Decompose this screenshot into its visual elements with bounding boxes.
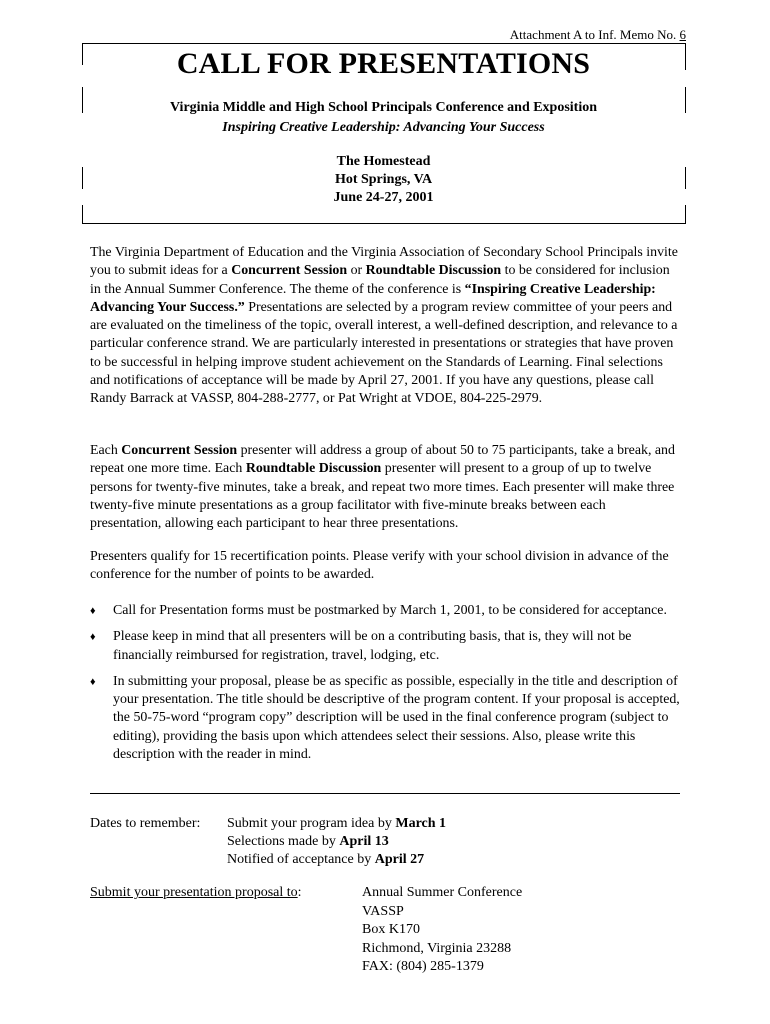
list-item bbox=[90, 628, 688, 665]
date-value: April 27 bbox=[374, 852, 425, 867]
address-line: VASSP bbox=[362, 903, 404, 919]
bold-text: Roundtable Discussion bbox=[245, 461, 382, 477]
diamond-bullet-icon: ♦ bbox=[90, 631, 96, 644]
dates-list bbox=[227, 815, 547, 869]
attachment-reference bbox=[476, 27, 686, 43]
conference-name: Virginia Middle and High School Principals Conference and Exposition bbox=[169, 100, 598, 115]
date-value: April 13 bbox=[339, 834, 389, 849]
text: Each bbox=[90, 443, 122, 458]
date-text: Notified of acceptance by bbox=[227, 852, 375, 867]
box-right-line bbox=[685, 43, 686, 70]
bold-text: Concurrent Session bbox=[121, 443, 238, 458]
recertification-paragraph bbox=[90, 548, 680, 585]
date-text: Submit your program idea by bbox=[227, 816, 396, 831]
address-line: FAX: (804) 285-1379 bbox=[362, 959, 484, 974]
conference-dates: June 24-27, 2001 bbox=[333, 190, 434, 205]
mailing-address bbox=[362, 884, 522, 977]
date-text: Selections made by bbox=[227, 834, 340, 849]
divider bbox=[90, 793, 680, 794]
text: The Virginia Department of Education and the Virginia Association of Secondary School Principals invite you to submit ideas for a bbox=[90, 245, 678, 279]
text: presenter will present to a group of up to twelve persons for twenty-five minutes, take a break, and repeat two more times. Each presenter will make three twenty-five minute presentations as a group facilitator with five-minute breaks between each presentation, allowing each participant to hear three presentations. bbox=[90, 461, 675, 532]
date-item bbox=[227, 833, 547, 851]
address-line: Richmond, Virginia 23288 bbox=[362, 940, 512, 956]
page-title: CALL FOR PRESENTATIONS bbox=[176, 47, 591, 80]
list-item bbox=[90, 673, 688, 764]
bullet-list bbox=[90, 602, 688, 772]
address-line: Box K170 bbox=[362, 922, 420, 937]
bold-text: Concurrent Session bbox=[231, 263, 348, 279]
date-value: March 1 bbox=[395, 816, 447, 831]
address-line: Annual Summer Conference bbox=[362, 885, 523, 900]
text: or bbox=[347, 263, 366, 279]
box-right-line bbox=[685, 205, 686, 224]
bullet-text: Please keep in mind that all presenters will be on a contributing basis, that is, they will not be financially reimbursed for registration, travel, lodging, etc. bbox=[113, 629, 632, 663]
box-right-line bbox=[685, 87, 686, 113]
text: Presentations are selected by a program review committee of your peers and are evaluated on the timeliness of the topic, overall interest, a well-defined description, and relevance to a particular conference strand. We are particularly interested in presentations or strategies that have proven to be successful in helping improve student achievement on the Standards of Learning. Final selections and notifications of acceptance will be made by April 27, 2001. If you have any questions, please call Randy Barrack at VASSP, 804-288-2777, or Pat Wright at VDOE, 804-225-2979. bbox=[90, 299, 678, 407]
box-left-line bbox=[82, 205, 83, 224]
text: to be considered for inclusion in the Annual Summer Conference. The theme of the conference is bbox=[90, 263, 670, 297]
diamond-bullet-icon: ♦ bbox=[90, 675, 96, 688]
submit-label bbox=[90, 884, 302, 903]
location: Hot Springs, VA bbox=[334, 172, 433, 187]
conference-theme: Inspiring Creative Leadership: Advancing Your Success bbox=[222, 120, 545, 135]
session-paragraph bbox=[90, 442, 680, 533]
diamond-bullet-icon: ♦ bbox=[90, 605, 96, 617]
bullet-text: Call for Presentation forms must be postmarked by March 1, 2001, to be considered for acceptance. bbox=[113, 603, 667, 618]
date-item bbox=[227, 815, 547, 833]
attachment-prefix: Attachment A to Inf. Memo No. bbox=[509, 27, 680, 42]
venue: The Homestead bbox=[336, 154, 431, 169]
memo-number: 6 bbox=[679, 27, 686, 42]
date-item bbox=[227, 851, 547, 869]
bullet-text: In submitting your proposal, please be as specific as possible, especially in the title and description of your presentation. The title should be descriptive of the program content. If your proposal is accepted, the 50-75-word “program copy” description will be used in the final conference program (subject to editing), providing the basis upon which attendees select their sessions. Also, please write this description with the reader in mind. bbox=[113, 673, 680, 763]
box-right-line bbox=[685, 167, 686, 189]
dates-label: Dates to remember: bbox=[90, 816, 201, 831]
list-item bbox=[90, 602, 688, 620]
submit-colon: : bbox=[297, 885, 302, 900]
submit-label-text: Submit your presentation proposal to bbox=[90, 885, 298, 900]
bold-text: “Inspiring Creative Leadership: Advancing Your Success.” bbox=[90, 281, 656, 315]
text: presenter will address a group of about 50 to 75 participants, take a break, and repeat one more time. Each bbox=[90, 443, 675, 477]
intro-paragraph bbox=[90, 244, 680, 409]
text: Presenters qualify for 15 recertification points. Please verify with your school division in advance of the conference for the number of points to be awarded. bbox=[90, 549, 669, 583]
bold-text: Roundtable Discussion bbox=[365, 263, 502, 279]
